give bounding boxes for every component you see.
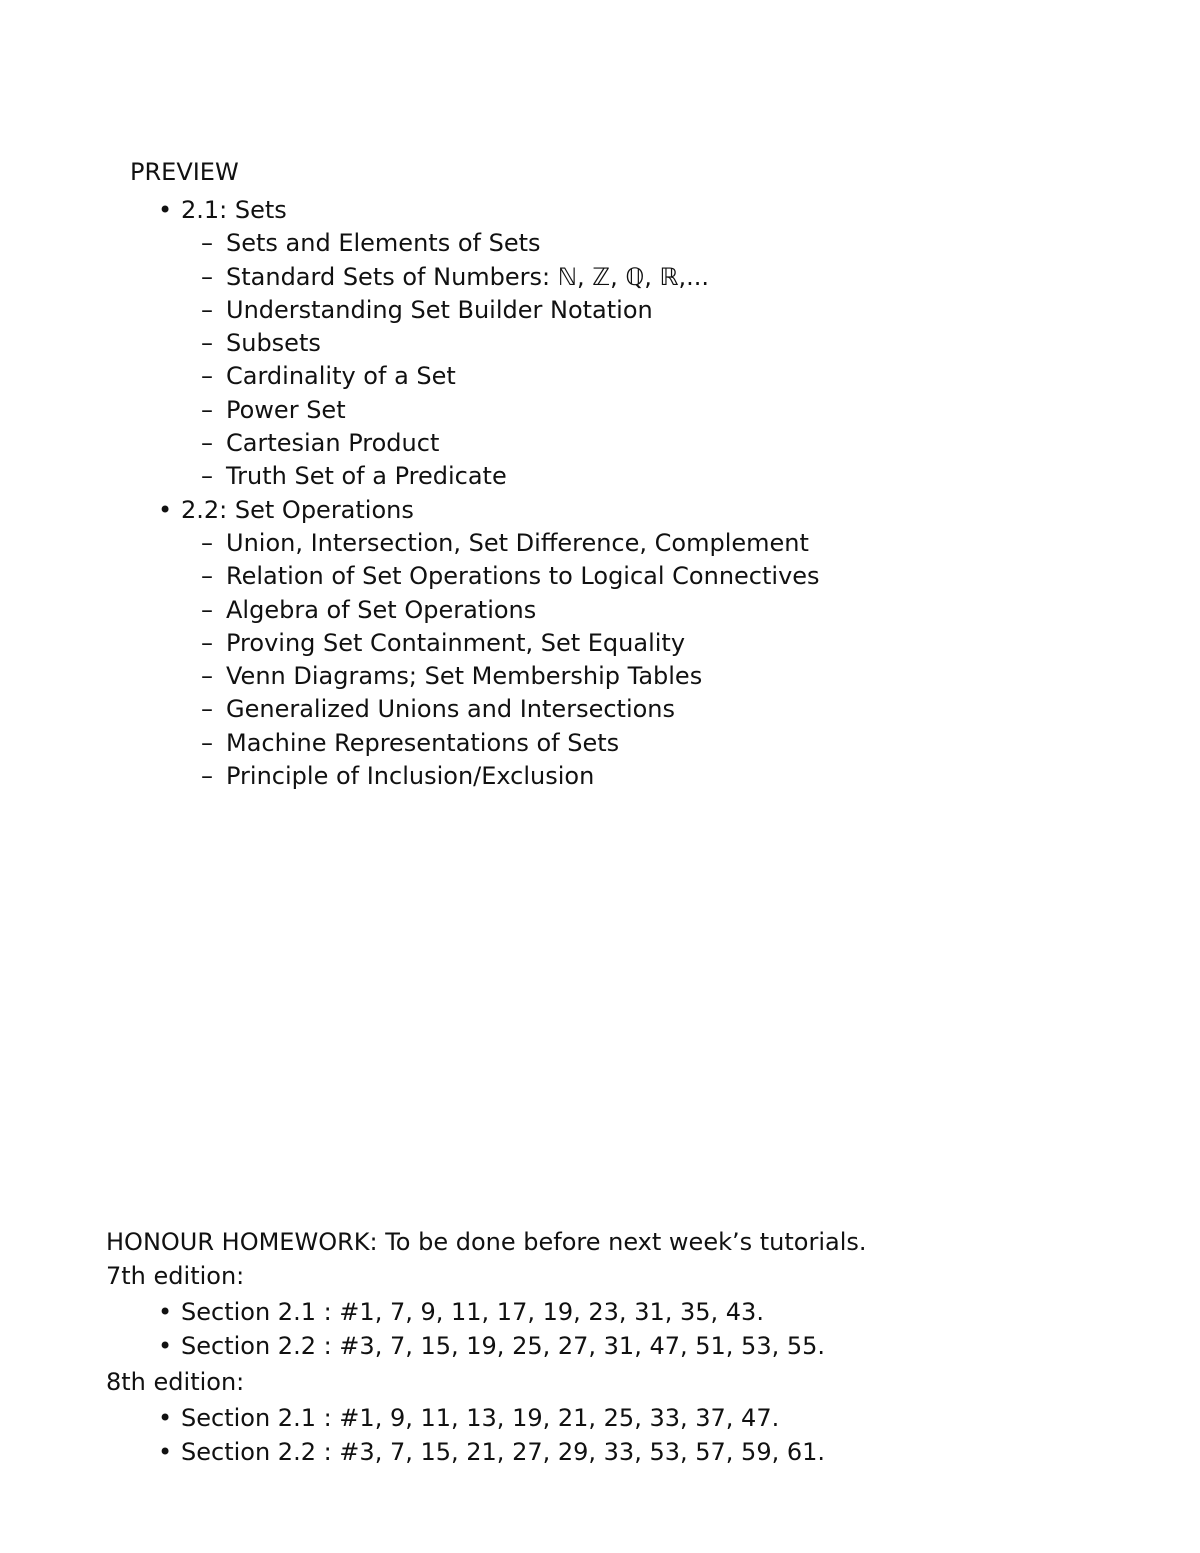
exercise-list: Section 2.1 : #1, 7, 9, 11, 17, 19, 23, 31, 35, 43. bbox=[181, 1298, 764, 1326]
exercise-list: Section 2.2 : #3, 7, 15, 21, 27, 29, 33, 53, 57, 59, 61. bbox=[181, 1438, 826, 1466]
topic-text: Subsets bbox=[226, 329, 321, 358]
exercise-list: Section 2.1 : #1, 9, 11, 13, 19, 21, 25, 33, 37, 47. bbox=[181, 1404, 780, 1432]
homework-block bbox=[106, 1225, 1186, 1469]
dash-icon: – bbox=[201, 762, 213, 791]
dash-icon: – bbox=[201, 528, 213, 557]
topic-text: Proving Set Containment, Set Equality bbox=[226, 628, 686, 657]
section-heading bbox=[0, 494, 1200, 527]
list-item bbox=[0, 627, 1200, 660]
bullet-icon: • bbox=[158, 495, 173, 524]
list-item bbox=[0, 727, 1200, 760]
dash-icon: – bbox=[201, 662, 213, 691]
bullet-icon: • bbox=[158, 1404, 173, 1432]
homework-heading: HONOUR HOMEWORK: To be done before next week’s tutorials. bbox=[106, 1228, 867, 1256]
dash-icon: – bbox=[201, 595, 213, 624]
section-label: 2.2: Set Operations bbox=[181, 495, 414, 524]
dash-icon: – bbox=[201, 295, 213, 324]
topic-text: Cartesian Product bbox=[226, 429, 440, 458]
exercise-list: Section 2.2 : #3, 7, 15, 19, 25, 27, 31, 47, 51, 53, 55. bbox=[181, 1332, 826, 1360]
section-heading bbox=[0, 194, 1200, 227]
topic-text: Venn Diagrams; Set Membership Tables bbox=[226, 662, 703, 691]
list-item bbox=[0, 460, 1200, 493]
dash-icon: – bbox=[201, 695, 213, 724]
list-item bbox=[106, 1401, 1186, 1435]
dash-icon: – bbox=[201, 562, 213, 591]
list-item bbox=[0, 660, 1200, 693]
section-label: 2.1: Sets bbox=[181, 196, 287, 224]
dash-icon: – bbox=[201, 429, 213, 458]
topic-text: Understanding Set Builder Notation bbox=[226, 295, 653, 324]
section-2-2 bbox=[0, 494, 1200, 794]
bullet-icon: • bbox=[158, 1298, 173, 1326]
topic-text: Standard Sets of Numbers: ℕ, ℤ, ℚ, ℝ,... bbox=[226, 262, 710, 291]
list-item bbox=[0, 227, 1200, 260]
topic-text: Principle of Inclusion/Exclusion bbox=[226, 762, 595, 791]
list-item bbox=[0, 760, 1200, 793]
topic-text: Machine Representations of Sets bbox=[226, 728, 620, 757]
dash-icon: – bbox=[201, 628, 213, 657]
topic-text: Power Set bbox=[226, 395, 346, 424]
list-item bbox=[0, 261, 1200, 294]
list-item bbox=[106, 1435, 1186, 1469]
topic-text: Sets and Elements of Sets bbox=[226, 229, 541, 258]
list-item bbox=[106, 1295, 1186, 1329]
list-item bbox=[0, 527, 1200, 560]
list-item bbox=[0, 360, 1200, 393]
edition-label-8th: 8th edition: bbox=[106, 1368, 245, 1396]
list-item bbox=[0, 594, 1200, 627]
list-item bbox=[0, 693, 1200, 726]
list-item bbox=[0, 327, 1200, 360]
dash-icon: – bbox=[201, 329, 213, 358]
list-item bbox=[0, 560, 1200, 593]
edition-label-7th: 7th edition: bbox=[106, 1262, 245, 1290]
bullet-icon: • bbox=[158, 1438, 173, 1466]
section-2-1 bbox=[0, 194, 1200, 494]
topic-text: Cardinality of a Set bbox=[226, 362, 456, 391]
dash-icon: – bbox=[201, 262, 213, 291]
topic-text: Generalized Unions and Intersections bbox=[226, 695, 676, 724]
bullet-icon: • bbox=[158, 1332, 173, 1360]
list-item bbox=[0, 394, 1200, 427]
dash-icon: – bbox=[201, 362, 213, 391]
topic-text: Relation of Set Operations to Logical Connectives bbox=[226, 562, 820, 591]
preview-title: PREVIEW bbox=[130, 158, 239, 186]
list-item bbox=[106, 1329, 1186, 1363]
topic-text: Union, Intersection, Set Difference, Complement bbox=[226, 528, 809, 557]
dash-icon: – bbox=[201, 728, 213, 757]
preview-list bbox=[0, 194, 1200, 793]
topic-text: Algebra of Set Operations bbox=[226, 595, 537, 624]
list-item bbox=[0, 427, 1200, 460]
dash-icon: – bbox=[201, 395, 213, 424]
list-item bbox=[0, 294, 1200, 327]
bullet-icon: • bbox=[158, 196, 173, 224]
dash-icon: – bbox=[201, 462, 213, 491]
dash-icon: – bbox=[201, 229, 213, 258]
topic-text: Truth Set of a Predicate bbox=[226, 462, 507, 491]
